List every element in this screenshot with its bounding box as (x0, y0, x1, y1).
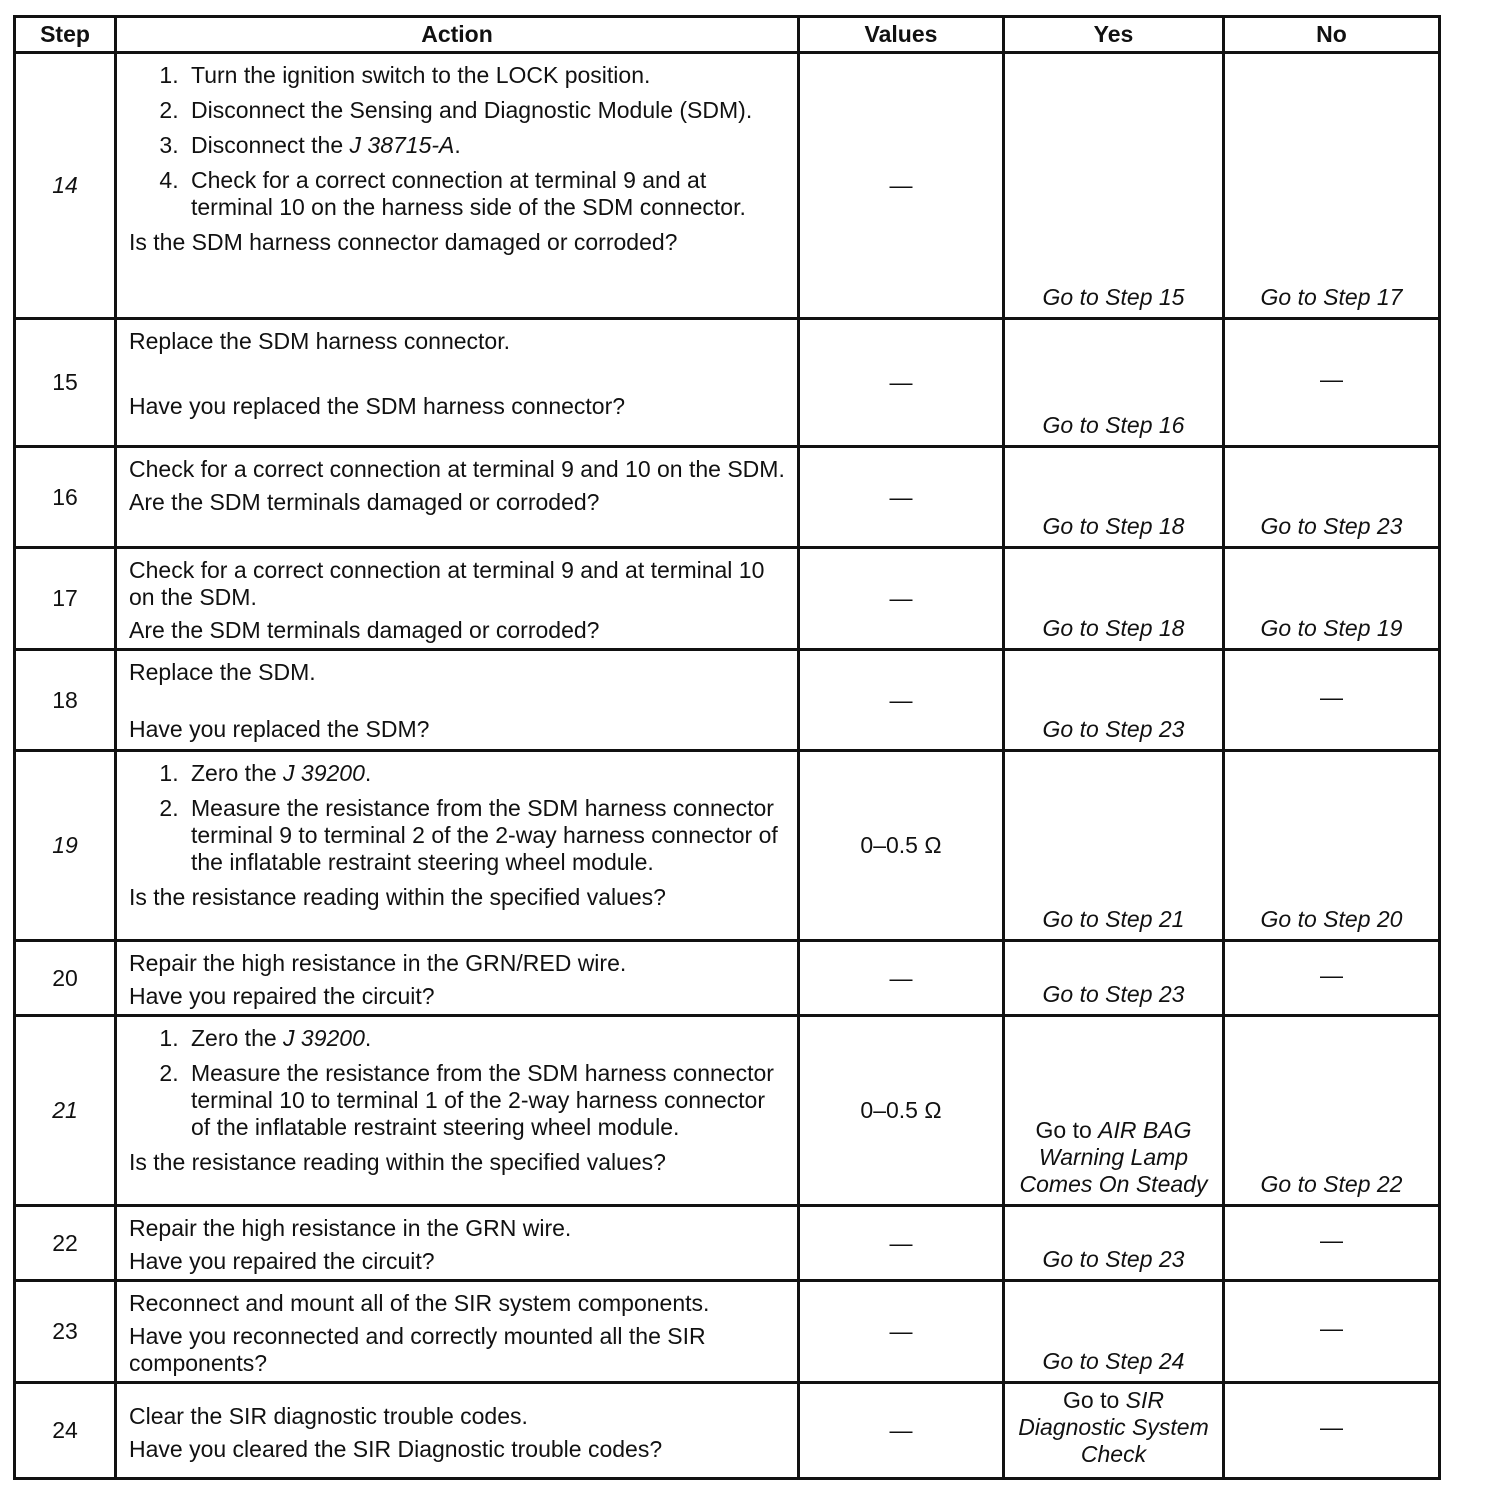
step-number: 24 (15, 1383, 116, 1479)
action-cell (116, 650, 799, 751)
question-text: Are the SDM terminals damaged or corroded? (129, 489, 600, 515)
values-cell: 0–0.5 Ω (799, 751, 1004, 941)
header-yes: Yes (1004, 17, 1224, 53)
values-cell: — (799, 1383, 1004, 1479)
no-link[interactable]: Go to Step 19 (1224, 548, 1440, 650)
table-row-step-14 (15, 53, 1440, 319)
list-item: 1. Turn the ignition switch to the LOCK position. (185, 62, 787, 89)
no-value: — (1224, 1206, 1440, 1281)
question-text: Have you repaired the circuit? (129, 983, 435, 1009)
header-values: Values (799, 17, 1004, 53)
list-item: 2. Measure the resistance from the SDM harness connector terminal 9 to terminal 2 of the 2-way harness connector of the inflatable restraint steering wheel module. (185, 795, 787, 876)
diagnostic-table (13, 15, 1441, 1480)
values-cell: 0–0.5 Ω (799, 1016, 1004, 1206)
item-suffix: . (364, 760, 372, 786)
table-row-step-21 (15, 1016, 1440, 1206)
action-cell (116, 1016, 799, 1206)
tool-reference: J 39200 (283, 1025, 365, 1051)
yes-link[interactable] (1004, 1383, 1224, 1479)
yes-reference: SIR Diagnostic System Check (1018, 1387, 1209, 1467)
action-cell (116, 548, 799, 650)
table-row-step-24 (15, 1383, 1440, 1479)
table-row-step-17 (15, 548, 1440, 650)
values-cell: — (799, 53, 1004, 319)
action-cell (116, 53, 799, 319)
step-number: 23 (15, 1281, 116, 1383)
list-item (185, 132, 787, 159)
no-value: — (1224, 319, 1440, 447)
header-row (15, 17, 1440, 53)
step-number: 21 (15, 1016, 116, 1206)
tool-reference: J 38715-A (349, 132, 455, 158)
question-text: Have you replaced the SDM? (129, 716, 430, 742)
yes-link[interactable]: Go to Step 18 (1004, 447, 1224, 548)
values-cell: — (799, 1281, 1004, 1383)
yes-link[interactable]: Go to Step 23 (1004, 941, 1224, 1016)
action-text: Replace the SDM harness connector. (129, 328, 510, 354)
question-text: Have you repaired the circuit? (129, 1248, 435, 1274)
action-cell (116, 751, 799, 941)
action-text: Reconnect and mount all of the SIR system components. (129, 1290, 710, 1316)
step-number: 16 (15, 447, 116, 548)
action-cell (116, 941, 799, 1016)
action-list (129, 760, 787, 876)
question-text: Have you reconnected and correctly mounted all the SIR components? (129, 1323, 706, 1376)
table-row-step-16 (15, 447, 1440, 548)
item-suffix: . (364, 1025, 372, 1051)
list-item (185, 1025, 787, 1052)
yes-prefix: Go to (1035, 1117, 1099, 1143)
values-cell: — (799, 650, 1004, 751)
table-row-step-15 (15, 319, 1440, 447)
yes-link[interactable]: Go to Step 15 (1004, 53, 1224, 319)
no-link[interactable]: Go to Step 22 (1224, 1016, 1440, 1206)
question-text: Is the resistance reading within the specified values? (129, 884, 666, 910)
list-item: 4. Check for a correct connection at terminal 9 and at terminal 10 on the harness side of the SDM connector. (185, 167, 787, 221)
action-text: Check for a correct connection at terminal 9 and at terminal 10 on the SDM. (129, 557, 765, 610)
table-row-step-23 (15, 1281, 1440, 1383)
list-item (185, 760, 787, 787)
no-link[interactable]: Go to Step 23 (1224, 447, 1440, 548)
question-text: Is the resistance reading within the specified values? (129, 1149, 666, 1175)
item-text: Disconnect the (191, 132, 350, 158)
yes-link[interactable] (1004, 1016, 1224, 1206)
action-cell (116, 1383, 799, 1479)
list-item: 2. Measure the resistance from the SDM harness connector terminal 10 to terminal 1 of the 2-way harness connector of the inflatable restraint steering wheel module. (185, 1060, 787, 1141)
action-cell (116, 1206, 799, 1281)
action-cell (116, 319, 799, 447)
yes-link[interactable]: Go to Step 23 (1004, 1206, 1224, 1281)
tool-reference: J 39200 (283, 760, 365, 786)
action-text: Repair the high resistance in the GRN/RED wire. (129, 950, 627, 976)
action-text: Replace the SDM. (129, 659, 316, 685)
table-row-step-18 (15, 650, 1440, 751)
table-row-step-19 (15, 751, 1440, 941)
yes-prefix: Go to (1063, 1387, 1126, 1413)
action-text: Check for a correct connection at terminal 9 and 10 on the SDM. (129, 456, 785, 482)
action-text: Clear the SIR diagnostic trouble codes. (129, 1402, 528, 1429)
no-value: — (1224, 650, 1440, 751)
action-text: Repair the high resistance in the GRN wire. (129, 1215, 572, 1241)
question-text: Have you cleared the SIR Diagnostic trouble codes? (129, 1435, 663, 1462)
step-number: 17 (15, 548, 116, 650)
item-suffix: . (454, 132, 461, 158)
table-row-step-20 (15, 941, 1440, 1016)
step-number: 19 (15, 751, 116, 941)
step-number: 18 (15, 650, 116, 751)
step-number: 22 (15, 1206, 116, 1281)
question-text: Have you replaced the SDM harness connector? (129, 393, 626, 419)
values-cell: — (799, 941, 1004, 1016)
action-cell (116, 447, 799, 548)
yes-link[interactable]: Go to Step 16 (1004, 319, 1224, 447)
yes-link[interactable]: Go to Step 18 (1004, 548, 1224, 650)
values-cell: — (799, 319, 1004, 447)
item-text: Zero the (191, 1025, 284, 1051)
no-link[interactable]: Go to Step 20 (1224, 751, 1440, 941)
table-row-step-22 (15, 1206, 1440, 1281)
yes-link[interactable]: Go to Step 21 (1004, 751, 1224, 941)
diagnostic-table-container (13, 15, 1438, 1480)
header-step: Step (15, 17, 116, 53)
values-cell: — (799, 1206, 1004, 1281)
question-text: Are the SDM terminals damaged or corroded? (129, 617, 600, 643)
question-text: Is the SDM harness connector damaged or corroded? (129, 229, 678, 255)
step-number: 14 (15, 53, 116, 319)
no-value: — (1224, 1383, 1440, 1479)
values-cell: — (799, 447, 1004, 548)
header-no: No (1224, 17, 1440, 53)
yes-link[interactable]: Go to Step 24 (1004, 1281, 1224, 1383)
action-list (129, 62, 787, 221)
no-link[interactable]: Go to Step 17 (1224, 53, 1440, 319)
item-text: Zero the (191, 760, 284, 786)
no-value: — (1224, 941, 1440, 1016)
values-cell: — (799, 548, 1004, 650)
step-number: 20 (15, 941, 116, 1016)
yes-link[interactable]: Go to Step 23 (1004, 650, 1224, 751)
yes-reference: AIR BAG Warning Lamp Comes On Steady (1019, 1117, 1208, 1197)
header-action: Action (116, 17, 799, 53)
list-item: 2. Disconnect the Sensing and Diagnostic Module (SDM). (185, 97, 787, 124)
step-number: 15 (15, 319, 116, 447)
action-list (129, 1025, 787, 1141)
no-value: — (1224, 1281, 1440, 1383)
action-cell (116, 1281, 799, 1383)
